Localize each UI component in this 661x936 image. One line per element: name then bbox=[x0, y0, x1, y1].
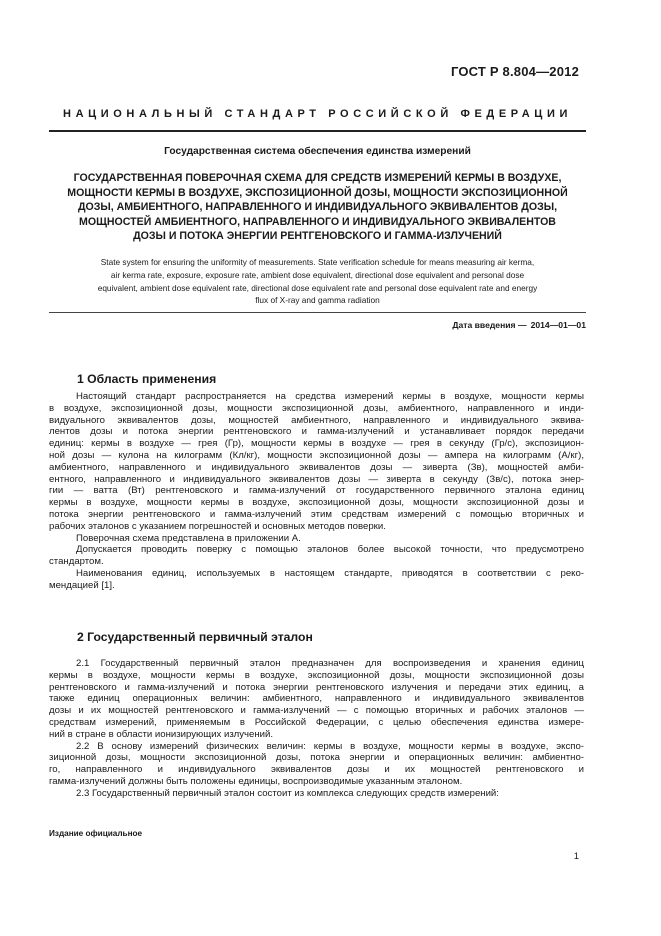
title-divider bbox=[49, 312, 586, 313]
paragraph-line: стандартом. bbox=[49, 556, 104, 568]
paragraph-line: рентгеновского и гамма-излучений и потока энергии рентгеновского излучения и передачи этих единиц, а bbox=[49, 681, 584, 693]
paragraph-line: ентного, направленного и индивидуального эквивалентов дозы — зиверта в секунду (Зв/с), потока энер- bbox=[49, 473, 584, 485]
intro-date-label: Дата введения — bbox=[452, 320, 527, 330]
intro-date-value: 2014—01—01 bbox=[530, 320, 586, 330]
title-en-line: air kerma rate, exposure, exposure rate, ambient dose equivalent, directional dose equivalent and personal dose bbox=[110, 269, 525, 280]
paragraph-line: гамма-излучений должны быть положены единицы, воспроизводимые указанным эталоном. bbox=[49, 775, 463, 787]
paragraph-line: кермы в воздухе, мощности кермы в воздухе, экспозиционной дозы, мощности экспозиционной дозы и bbox=[49, 497, 584, 509]
section-1-heading: 1 Область применения bbox=[77, 372, 217, 386]
paragraph-line: амбиентного, направленного и индивидуального эквивалентов дозы — зиверта (Зв), мощностей амби- bbox=[49, 461, 584, 473]
paragraph-line: 2.1 Государственный первичный эталон предназначен для воспроизведения и хранения единиц bbox=[76, 658, 584, 669]
title-en-line: flux of X-ray and gamma radiation bbox=[255, 295, 380, 306]
national-standard-banner: НАЦИОНАЛЬНЫЙ СТАНДАРТ РОССИЙСКОЙ ФЕДЕРАЦИИ bbox=[63, 108, 572, 120]
document-title-ru bbox=[49, 171, 586, 244]
paragraph-line: также единиц операционных величин: амбиентного, направленного и индивидуального эквивалентов bbox=[49, 693, 584, 705]
paragraph-line: Наименования единиц, используемых в настоящем стандарте, приводятся в соответствии с реко- bbox=[76, 567, 584, 579]
paragraph-line: средствам измерений, применяемым в Российской Федерации, с целью обеспечения единства измере- bbox=[49, 716, 584, 728]
paragraph-line: Настоящий стандарт распространяется на средства измерений кермы в воздухе, мощности кермы bbox=[76, 391, 584, 402]
title-en-line: State system for ensuring the uniformity of measurements. State verification schedule for means measuring air kerma, bbox=[100, 257, 535, 267]
official-edition-note: Издание официальное bbox=[49, 829, 143, 838]
page-number: 1 bbox=[573, 851, 579, 862]
paragraph-line: рабочих эталонов с указанием погрешностей и основных методов поверки. bbox=[49, 520, 386, 532]
paragraph-line: гии — ватта (Вт) рентгеновского и гамма-излучений от государственного первичного эталона единиц bbox=[49, 485, 584, 497]
paragraph-line: мендацией [1]. bbox=[49, 579, 115, 591]
title-ru-line: ГОСУДАРСТВЕННАЯ ПОВЕРОЧНАЯ СХЕМА ДЛЯ СРЕДСТВ ИЗМЕРЕНИЙ КЕРМЫ В ВОЗДУХЕ, bbox=[73, 172, 562, 184]
paragraph-line: зиционной дозы, мощности экспозиционной дозы, потока энергии и операционных величин: амбиентно- bbox=[49, 752, 584, 764]
paragraph-line: Поверочная схема представлена в приложении А. bbox=[76, 532, 301, 544]
title-ru-line: МОЩНОСТИ КЕРМЫ В ВОЗДУХЕ, ЭКСПОЗИЦИОННОЙ ДОЗЫ, МОЩНОСТИ ЭКСПОЗИЦИОННОЙ bbox=[67, 186, 568, 199]
title-ru-line: ДОЗЫ И ПОТОКА ЭНЕРГИИ РЕНТГЕНОВСКОГО И ГАММА-ИЗЛУЧЕНИЙ bbox=[133, 230, 502, 243]
section-2-body bbox=[49, 658, 584, 800]
title-en-line: equivalent, ambient dose equivalent rate, directional dose equivalent rate and personal dose equivalent rate and energy bbox=[97, 282, 538, 293]
standard-number: ГОСТ Р 8.804—2012 bbox=[450, 64, 579, 79]
paragraph-line: ной дозы — кулона на килограмм (Кл/кг), мощности экспозиционной дозы — ампера на килограмм (А/кг), bbox=[49, 449, 584, 461]
paragraph-line: в воздухе, экспозиционной дозы, мощности экспозиционной дозы, амбиентного, направленного и инди- bbox=[49, 402, 584, 414]
paragraph-line: кермы в воздухе, мощности кермы в воздухе, экспозиционной дозы, мощности экспозиционной дозы bbox=[49, 669, 584, 681]
header-divider bbox=[49, 130, 586, 132]
paragraph-line: Допускается проводить поверку с помощью эталонов более высокой точности, что предусмотрено bbox=[76, 544, 584, 556]
paragraph-line: единиц: кермы в воздухе — грея (Гр), мощности кермы в воздухе — грея в секунду (Гр/с), экспозицион- bbox=[49, 438, 584, 450]
paragraph-line: потока энергии рентгеновского и гамма-излучений этим средствам измерений с помощью вторичных и bbox=[49, 508, 584, 520]
title-ru-line: ДОЗЫ, АМБИЕНТНОГО, НАПРАВЛЕННОГО И ИНДИВИДУАЛЬНОГО ЭКВИВАЛЕНТОВ ДОЗЫ, bbox=[77, 201, 558, 214]
title-ru-line: МОЩНОСТЕЙ АМБИЕНТНОГО, НАПРАВЛЕННОГО И ИНДИВИДУАЛЬНОГО ЭКВИВАЛЕНТОВ bbox=[79, 215, 556, 228]
paragraph-line: 2.2 В основу измерений физических величин: кермы в воздухе, мощности кермы в воздухе, экспо- bbox=[76, 740, 584, 752]
paragraph-line: видуального эквивалентов дозы, мощностей амбиентного, направленного и индивидуального эквива- bbox=[49, 414, 584, 426]
paragraph-line: 2.3 Государственный первичный эталон состоит из комплекса следующих средств измерений: bbox=[76, 787, 499, 799]
paragraph-line: дозы и их мощностей рентгеновского и гамма-излучений — с помощью вторичных и рабочих эталонов — bbox=[49, 705, 584, 717]
section-1-body bbox=[49, 391, 584, 592]
paragraph-line: лентов дозы и потока энергии рентгеновского и гамма-излучений и устанавливает порядок передачи bbox=[49, 426, 584, 438]
document-subtitle: Государственная система обеспечения единства измерений bbox=[164, 146, 471, 157]
section-2-heading: 2 Государственный первичный эталон bbox=[77, 630, 313, 644]
document-title-en bbox=[49, 256, 586, 307]
intro-date bbox=[452, 320, 586, 330]
paragraph-line: ний в стране в области ионизирующих излучений. bbox=[49, 728, 274, 740]
paragraph-line: го, направленного и индивидуального эквивалентов дозы и их мощностей рентгеновского и bbox=[49, 764, 584, 776]
